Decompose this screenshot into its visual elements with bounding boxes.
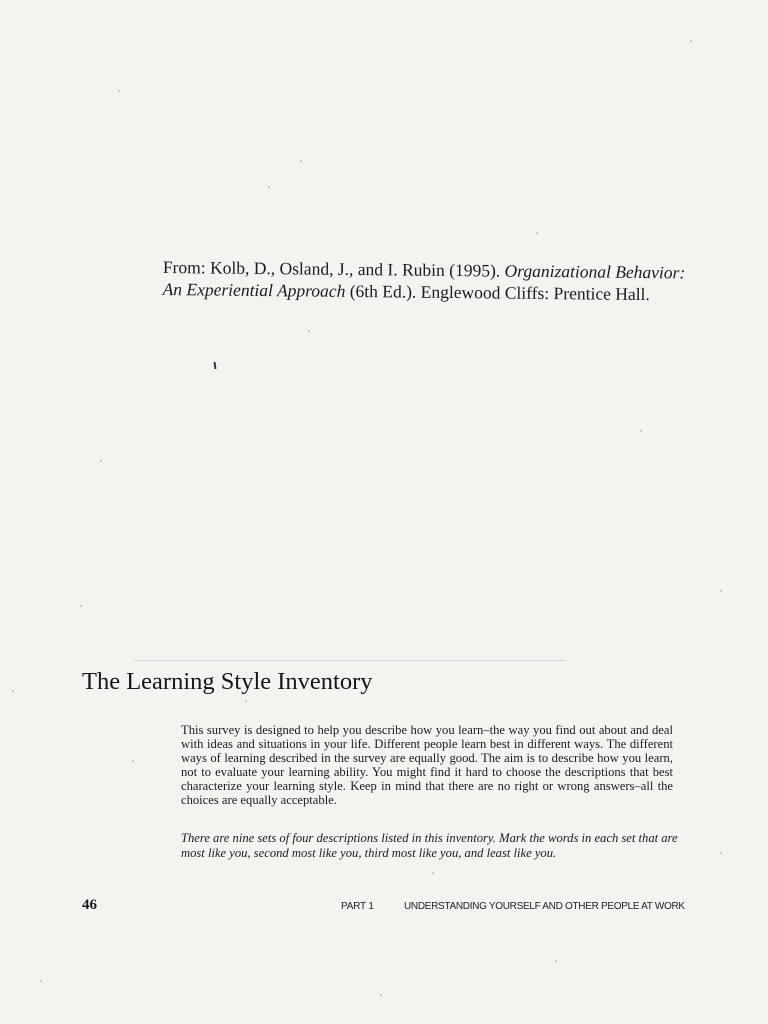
source-citation [163,256,723,306]
scan-speck [720,852,722,854]
scan-speck [12,690,14,692]
scan-speck [132,760,134,762]
scan-speck [690,40,692,42]
scan-speck [536,232,538,234]
scan-speck [268,186,270,188]
footer-part-label: PART 1 [341,901,374,912]
page-number: 46 [82,897,97,913]
scan-speck [720,590,722,592]
section-divider [135,660,565,661]
section-instructions: There are nine sets of four descriptions listed in this inventory. Mark the words in each set that are most like you, second most like you, third most like you, and least like you. [181,831,678,860]
citation-line-2 [163,278,723,306]
stray-mark [214,362,217,369]
section-intro-paragraph: This survey is designed to help you describe how you learn–the way you find out about and deal with ideas and situations in your life. Different people learn best in different ways. The different ways of learning described in the survey are equally good. The aim is to describe how you learn, not to evaluate your learning ability. You might find it hard to choose the descriptions that best characterize your learning style. Keep in mind that there are no right or wrong answers–all the choices are equally acceptable. [181,723,673,807]
scan-speck [100,460,102,462]
scan-speck [380,994,382,996]
citation-title-part-1: Organizational Behavior: [504,260,686,283]
scan-speck [245,700,247,702]
scan-speck [40,980,42,982]
citation-publisher: (6th Ed.). Englewood Cliffs: Prentice Hall. [345,280,650,305]
footer-chapter-title: UNDERSTANDING YOURSELF AND OTHER PEOPLE AT WORK [404,901,685,912]
citation-authors: From: Kolb, D., Osland, J., and I. Rubin (1995). [162,256,505,281]
scan-speck [80,605,82,607]
scan-speck [432,872,434,874]
section-title: The Learning Style Inventory [82,668,373,695]
scan-speck [118,90,120,92]
citation-title-part-2: An Experiential Approach [162,278,346,301]
scan-speck [555,960,557,962]
scan-speck [640,430,642,432]
scan-speck [300,160,302,162]
scan-speck [308,330,310,332]
